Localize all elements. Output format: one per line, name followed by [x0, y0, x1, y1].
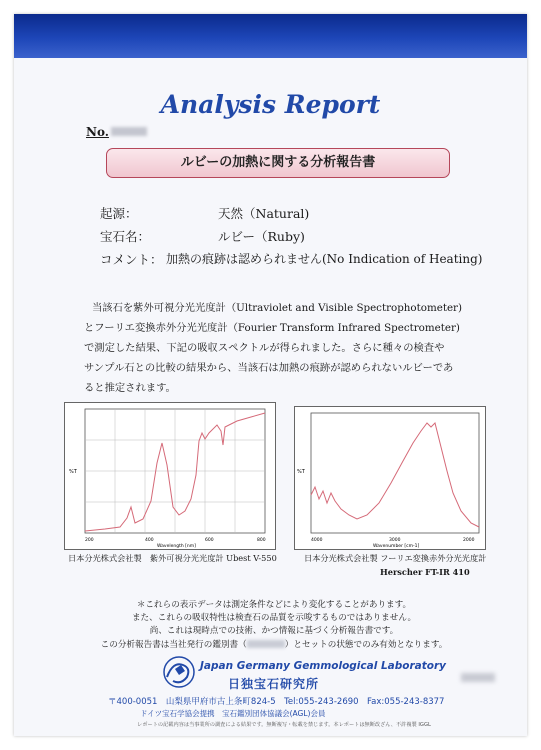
origin-value: 天然（Natural)	[218, 206, 310, 221]
ftir-caption-model: Herscher FT-IR 410	[380, 567, 470, 577]
uv-vis-tick: 600	[205, 538, 214, 543]
analysis-paragraph	[84, 298, 479, 398]
uv-vis-tick: 800	[257, 538, 266, 543]
origin-label: 起源：	[100, 206, 138, 221]
note-text: ）とセットの状態でのみ有効となります。	[284, 639, 448, 650]
note-text: この分析報告書は当社発行の鑑別書（	[100, 639, 247, 650]
gem-name-value: ルビー（Ruby)	[218, 229, 305, 244]
uv-vis-xlabel: Wavelength [nm]	[157, 544, 196, 549]
report-heading: Analysis Report	[160, 90, 381, 119]
note-line: ＊これらの表示データは測定条件などにより変化することがあります。	[136, 600, 412, 610]
lab-association: ドイツ宝石学協会提携 宝石鑑別団体協議会(AGL)会員	[140, 709, 326, 718]
document-number	[86, 125, 147, 139]
ftir-ylabel: %T	[297, 469, 305, 475]
document-number-label: No.	[86, 125, 109, 139]
gem-name-label: 宝石名：	[100, 229, 151, 244]
report-title-box: ルビーの加熱に関する分析報告書	[106, 148, 450, 178]
ftir-tick: 4000	[311, 538, 323, 543]
lab-name-japanese: 日独宝石研究所	[228, 677, 320, 691]
note-line: また、これらの吸収特性は検査石の品質を示唆するものではありません。	[131, 613, 417, 624]
note-line-certificate	[74, 639, 474, 652]
paragraph-line: 当該石を紫外可視分光光度計（Ultraviolet and Visible Spectrophotometer)	[92, 302, 462, 314]
paragraph-line: ると推定されます。	[84, 382, 176, 394]
ftir-spectrum	[294, 406, 486, 550]
uv-vis-spectrum	[64, 402, 276, 550]
uv-vis-tick: 200	[85, 538, 94, 543]
disclaimer: レポートの記載内容は当事業所の調査による結果です。無断複写・転載を禁じます。本レポートは無断改ざん、不許複製 IGGL	[137, 722, 431, 728]
ftir-caption: 日本分光株式会社製 フーリエ変換赤外分光光度計	[304, 553, 487, 563]
comment-value: 加熱の痕跡は認められません(No Indication of Heating)	[166, 252, 483, 266]
redacted-number	[111, 127, 147, 136]
paragraph-line: とフーリエ変換赤外分光光度計（Fourier Transform Infrared Spectrometer)	[84, 322, 460, 334]
ftir-tick: 3000	[389, 538, 401, 543]
note-line: 尚、これは現時点での技術、かつ情報に基づく分析報告書です。	[149, 626, 399, 637]
header-band	[14, 14, 527, 58]
uv-vis-ylabel: %T	[69, 469, 77, 475]
redacted-certificate-number	[247, 640, 285, 648]
lab-logo-icon	[161, 655, 197, 693]
ftir-chart	[295, 407, 485, 549]
uv-vis-chart	[65, 403, 275, 549]
uv-vis-tick: 400	[145, 538, 154, 543]
paragraph-line: で測定した結果、下記の吸収スペクトルが得られました。さらに種々の検査や	[84, 342, 445, 354]
paragraph-line: サンプル石との比較の結果から、当該石は加熱の痕跡が認められないルビーであ	[84, 362, 454, 374]
redacted-stamp	[461, 673, 495, 682]
uv-vis-caption: 日本分光株式会社製 紫外可視分光光度計 Ubest V-550	[68, 553, 277, 563]
ftir-tick: 2000	[463, 538, 475, 543]
report-page	[14, 14, 527, 736]
lab-name-english: Japan Germany Gemmological Laboratory	[200, 660, 446, 672]
ftir-xlabel: Wavenumber [cm-1]	[373, 544, 420, 549]
lab-address: 〒400-0051 山梨県甲府市古上条町824-5 Tel:055-243-2690 Fax:055-243-8377	[108, 697, 445, 707]
comment-label: コメント：	[100, 252, 163, 267]
notes	[74, 599, 474, 652]
